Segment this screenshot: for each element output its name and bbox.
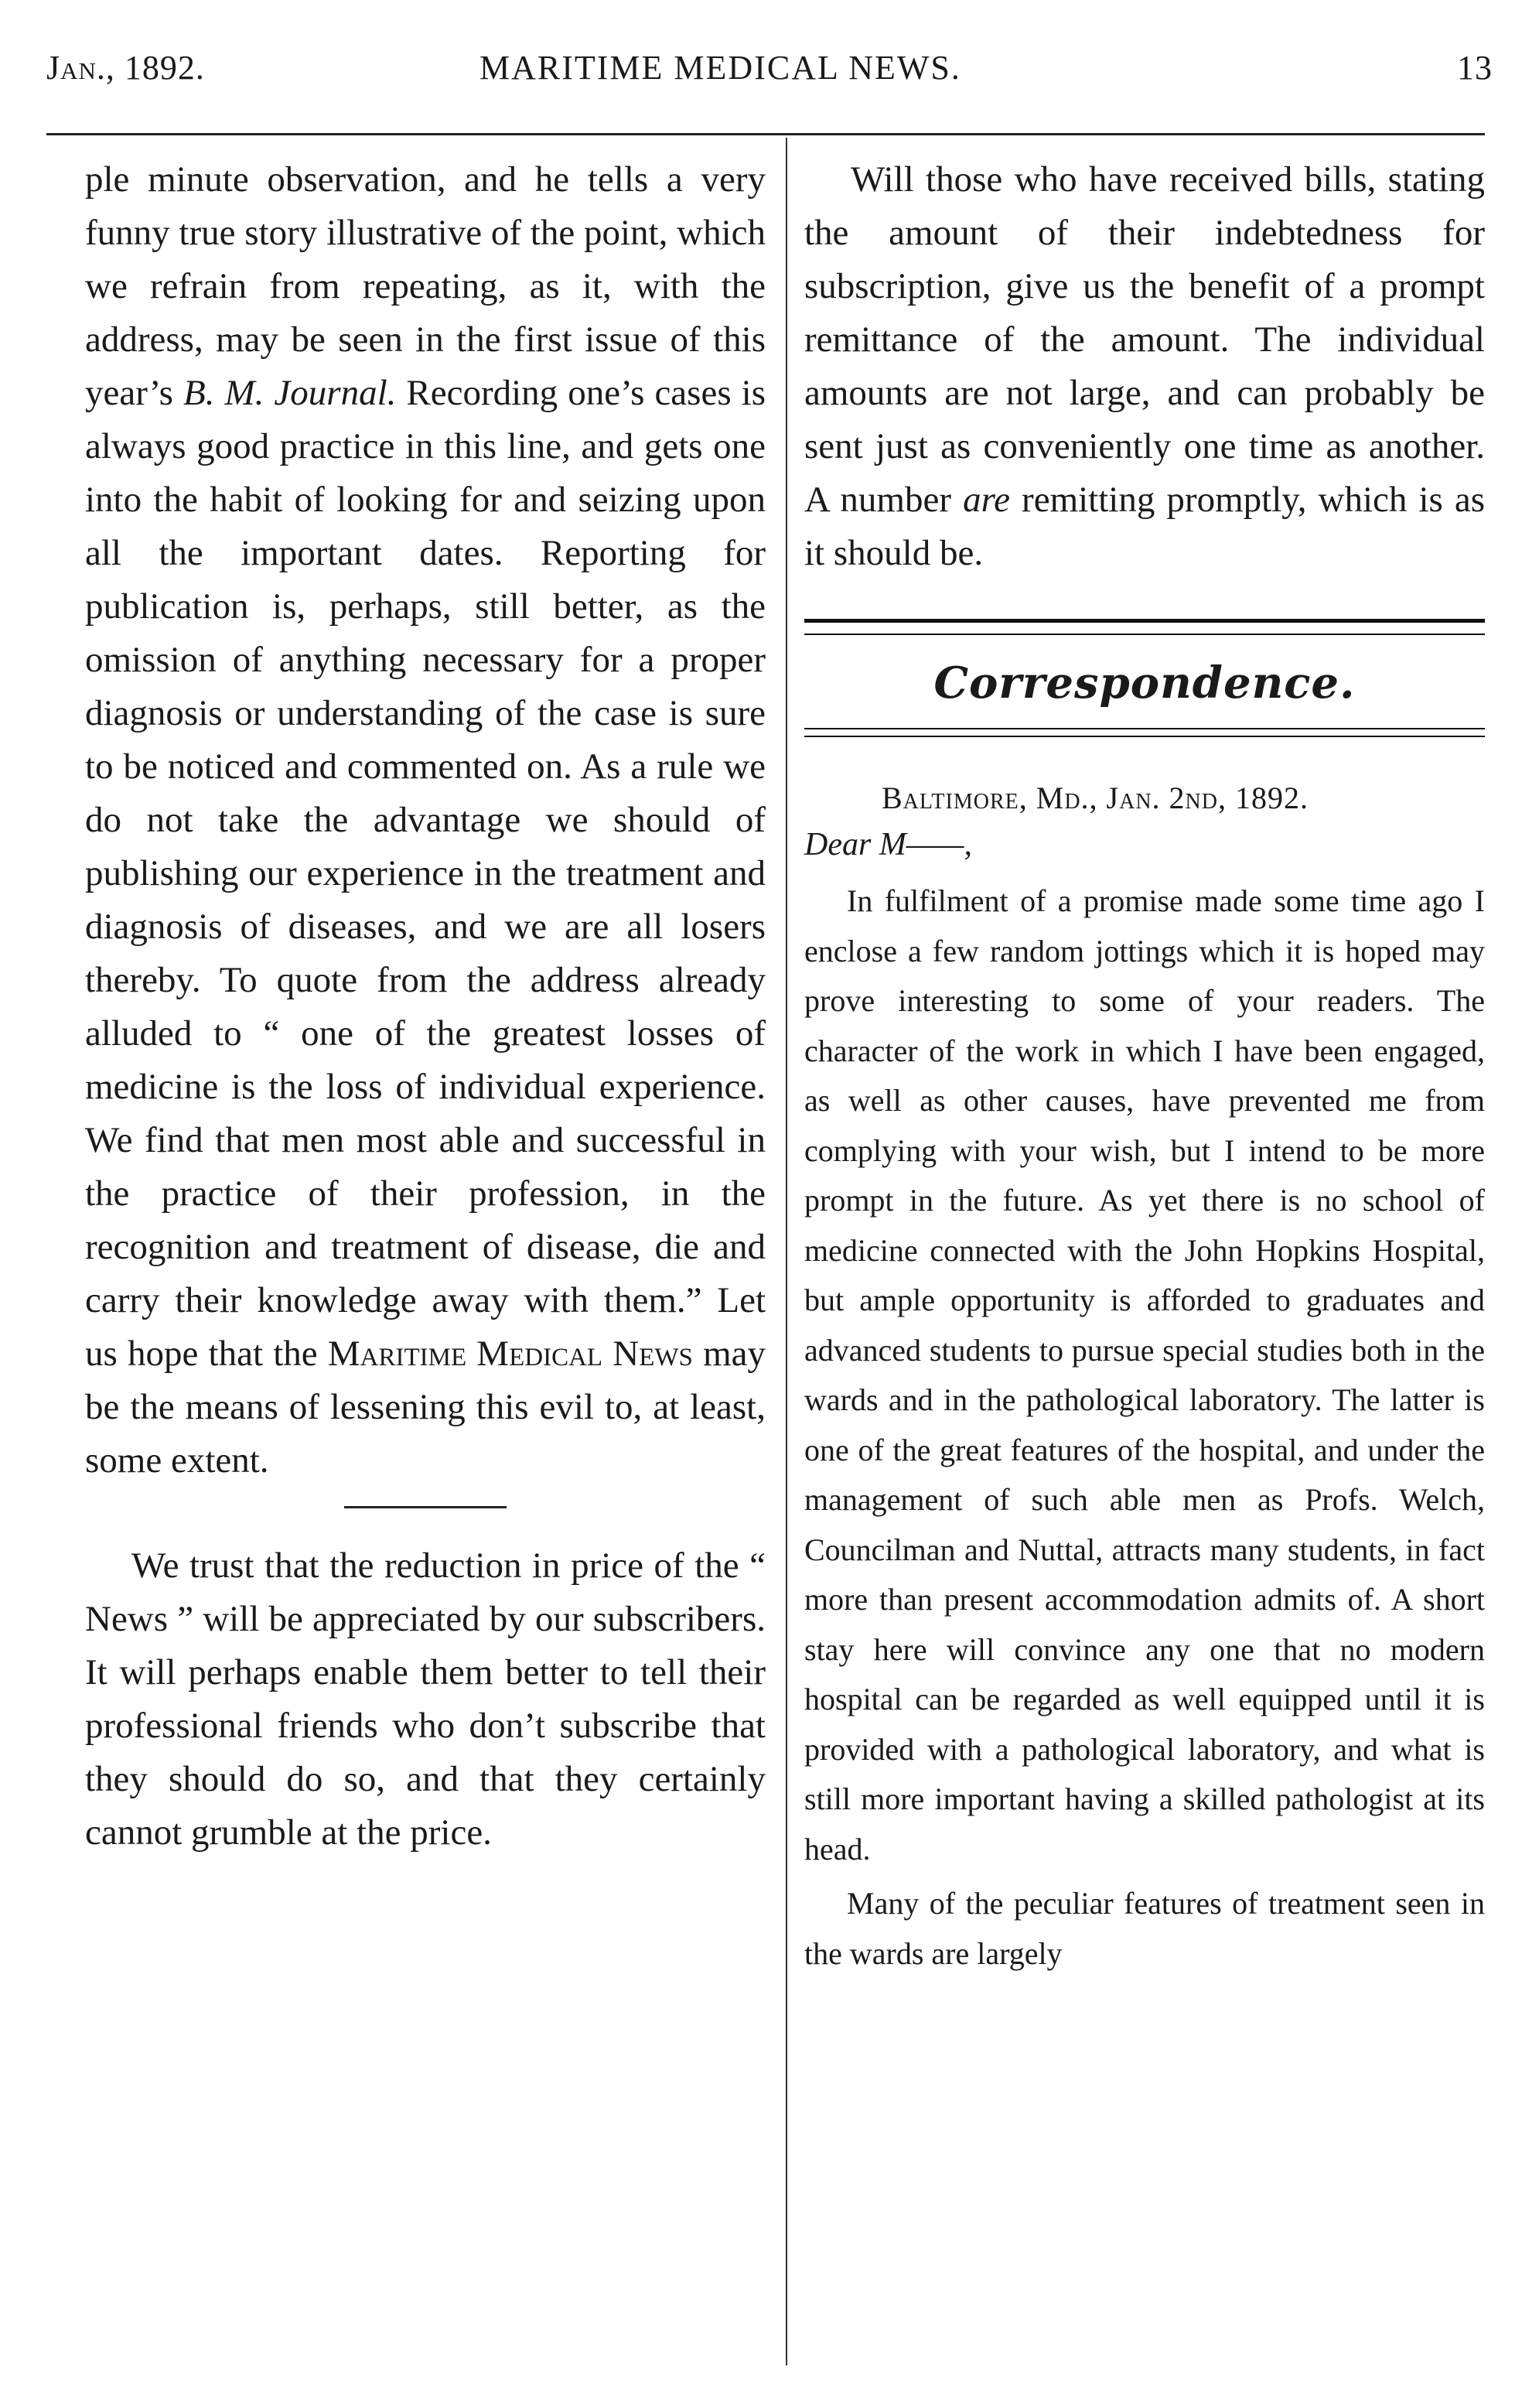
issue-date: Jan., 1892. (46, 49, 205, 87)
journal-reference: B. M. Journal. (183, 373, 397, 413)
emphasis-text: are (963, 480, 1010, 520)
section-separator (344, 1506, 507, 1508)
left-column (85, 153, 766, 1860)
paragraph-text: may be the means of lessening this evil to, at least, some extent. (85, 1334, 766, 1481)
section-rule-top (804, 619, 1485, 635)
page-number: 13 (1457, 49, 1493, 87)
journal-title: MARITIME MEDICAL NEWS. (479, 49, 961, 87)
left-paragraph-2: We trust that the reduction in price of the “ News ” will be appreciated by our subscribers. It will perhaps enable them better to tell their professional friends who don’t subscribe that they should do so, and that they certainly cannot grumble at the price. (85, 1546, 766, 1853)
letter-dateline: Baltimore, Md., Jan. 2nd, 1892. (882, 780, 1309, 815)
right-column (804, 153, 1485, 1979)
section-title: Correspondence. (933, 658, 1356, 709)
header-rule (46, 133, 1485, 135)
running-head (46, 48, 1493, 102)
column-divider (786, 138, 787, 2365)
left-paragraph-1 (85, 153, 766, 1487)
letter-paragraph-2: Many of the peculiar features of treatment seen in the wards are largely (804, 1886, 1485, 1971)
subscription-notice (804, 153, 1485, 580)
paragraph-text: Will those who have received bills, stating the amount of their indebtedness for subscription, give us the benefit of a prompt remittance of the amount. The individual amounts are not large, and can probably be sent just as conveniently one time as another. A number (804, 159, 1485, 520)
paragraph-text: ple minute observation, and he tells a very funny true story illustrative of the point, which we refrain from repeating, as it, with the address, may be seen in the first issue of this year’s (85, 159, 766, 413)
letter-salutation: Dear M——, (804, 827, 972, 862)
letter-paragraph-1: In fulfilment of a promise made some time ago I enclose a few random jottings which it is hoped may prove interesting to some of your readers. The character of the work in which I have been engaged, as well as other causes, have prevented me from complying with your wish, but I intend to be more prompt in the future. As yet there is no school of medicine connected with the John Hopkins Hospital, but ample opportunity is afforded to graduates and advanced students to pursue special studies both in the wards and in the pathological laboratory. The latter is one of the great features of the hospital, and under the management of such able men as Profs. Welch, Councilman and Nuttal, attracts many students, in fact more than present accommodation admits of. A short stay here will convince any one that no modern hospital can be regarded as well equipped until it is provided with a pathological laboratory, and what is still more important having a skilled pathologist at its head. (804, 883, 1485, 1867)
section-rule-bottom (804, 728, 1485, 737)
paragraph-text: remitting promptly, which is as it should be. (804, 480, 1486, 573)
newspaper-name: Maritime Medical News (327, 1334, 693, 1374)
paragraph-text: Recording one’s cases is always good practice in this line, and gets one into the habit of looking for and seizing upon all the important dates. Reporting for publication is, perhaps, still better, as the omission of anything necessary for a proper diagnosis or understanding of the case is sure to be noticed and commented on. As a rule we do not take the advantage we should of publishing our experience in the treatment and diagnosis of diseases, and we are all losers thereby. To quote from the address already alluded to “ one of the greatest losses of medicine is the loss of individual experience. We find that men most able and successful in the practice of their profession, in the recognition and treatment of disease, die and carry their knowledge away with them.” Let us hope that the (85, 373, 766, 1374)
